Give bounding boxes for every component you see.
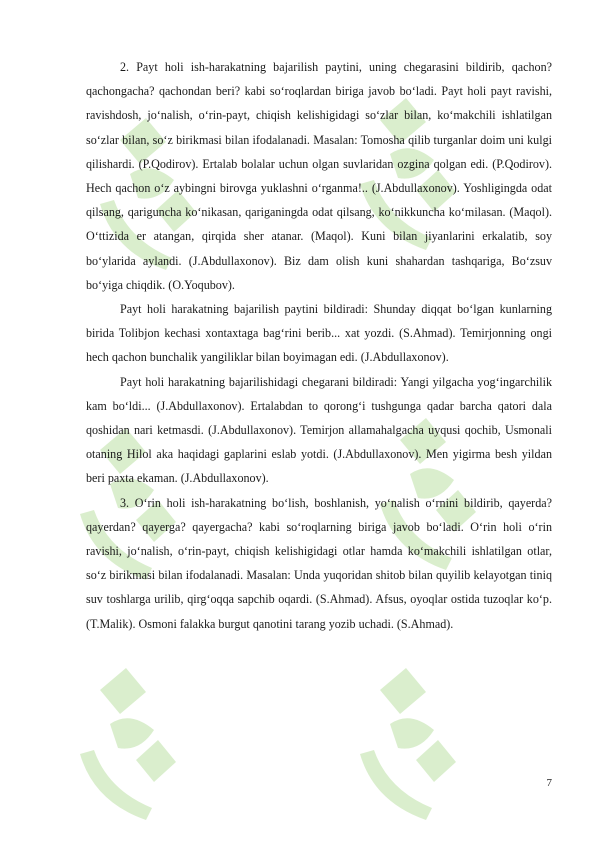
paragraph-payt-holi-definition: 2. Payt holi ish-harakatning bajarilish paytini, uning chegarasini bildirib, qachon? qachongacha? qachondan beri? kabi so‘roqlardan biriga javob bo‘ladi. Payt holi payt ravishi, ravishdosh, jo‘nalish, o‘rin-payt, chiqish kelishigidagi so‘zlar bilan, ko‘makchili ishlatilgan so‘zlar bilan, so‘z birikmasi bilan ifodalanadi. Masalan: Tomosha qilib turganlar doim uni kulgi qilishardi. (P.Qodirov). Ertalab bolalar uchun olgan suvlaridan ozgina qolgan edi. (P.Qodirov). Hech qachon o‘z aybingni birovga yuklashni o‘rganma!.. (J.Abdullaxonov). Yoshligingda odat qilsang, qariguncha ko‘nikasan, qariganingda odat qilsang, ko‘nikkuncha ko‘milasan. (Maqol). O‘ttizida er atangan, qirqida sher atanar. (Maqol). Kuni bilan jiyanlarini erkalatib, soy bo‘ylarida aylandi. (J.Abdullaxonov). Biz dam olish kuni shahardan tashqariga, Bo‘zsuv bo‘yiga chiqdik. (O.Yoqubov).: [86, 60, 552, 292]
page-number: 7: [546, 777, 552, 789]
body-text: [86, 55, 552, 636]
paragraph-payt-holi-limit: Payt holi harakatning bajarilishidagi chegarani bildiradi: Yangi yilgacha yog‘ingarchilik kam bo‘ldi... (J.Abdullaxonov). Ertalabdan to qorong‘i tushgunga qadar barcha qatori dala qoshidan nari ketmasdi. (J.Abdullaxonov). Temirjon allamahalgacha uyqusi qochib, Usmonali otaning Hilol aka haqidagi gaplarini eslab yotdi. (J.Abdullaxonov). Men yigirma besh yildan beri paxta ekaman. (J.Abdullaxonov).: [86, 374, 552, 486]
paragraph-orin-holi-definition: 3. O‘rin holi ish-harakatning bo‘lish, boshlanish, yo‘nalish o‘rnini bildirib, qayerda? qayerdan? qayerga? qayergacha? kabi so‘roqlarning biriga javob bo‘ladi. O‘rin holi o‘rin ravishi, jo‘nalish, o‘rin-payt, chiqish kelishigidagi otlar hamda ko‘makchili ishlatilgan otlar, so‘z birikmasi bilan ifodalanadi. Masalan: Unda yuqoridan shitob bilan quyilib kelayotgan tiniq suv toshlarga urilib, qirg‘oqqa sapchib oqardi. (S.Ahmad). Afsus, oyoqlar ostida tuzoqlar ko‘p. (T.Malik). Osmoni falakka burgut qanotini tarang yozib uchadi. (S.Ahmad).: [86, 495, 552, 631]
paragraph-payt-holi-time: Payt holi harakatning bajarilish paytini bildiradi: Shunday diqqat bo‘lgan kunlarning birida Tolibjon kechasi xontaxtaga bag‘rini berib... xat yozdi. (S.Ahmad). Temirjonning ongi hech qachon bunchalik yangiliklar bilan boyimagan edi. (J.Abdullaxonov).: [86, 302, 552, 365]
